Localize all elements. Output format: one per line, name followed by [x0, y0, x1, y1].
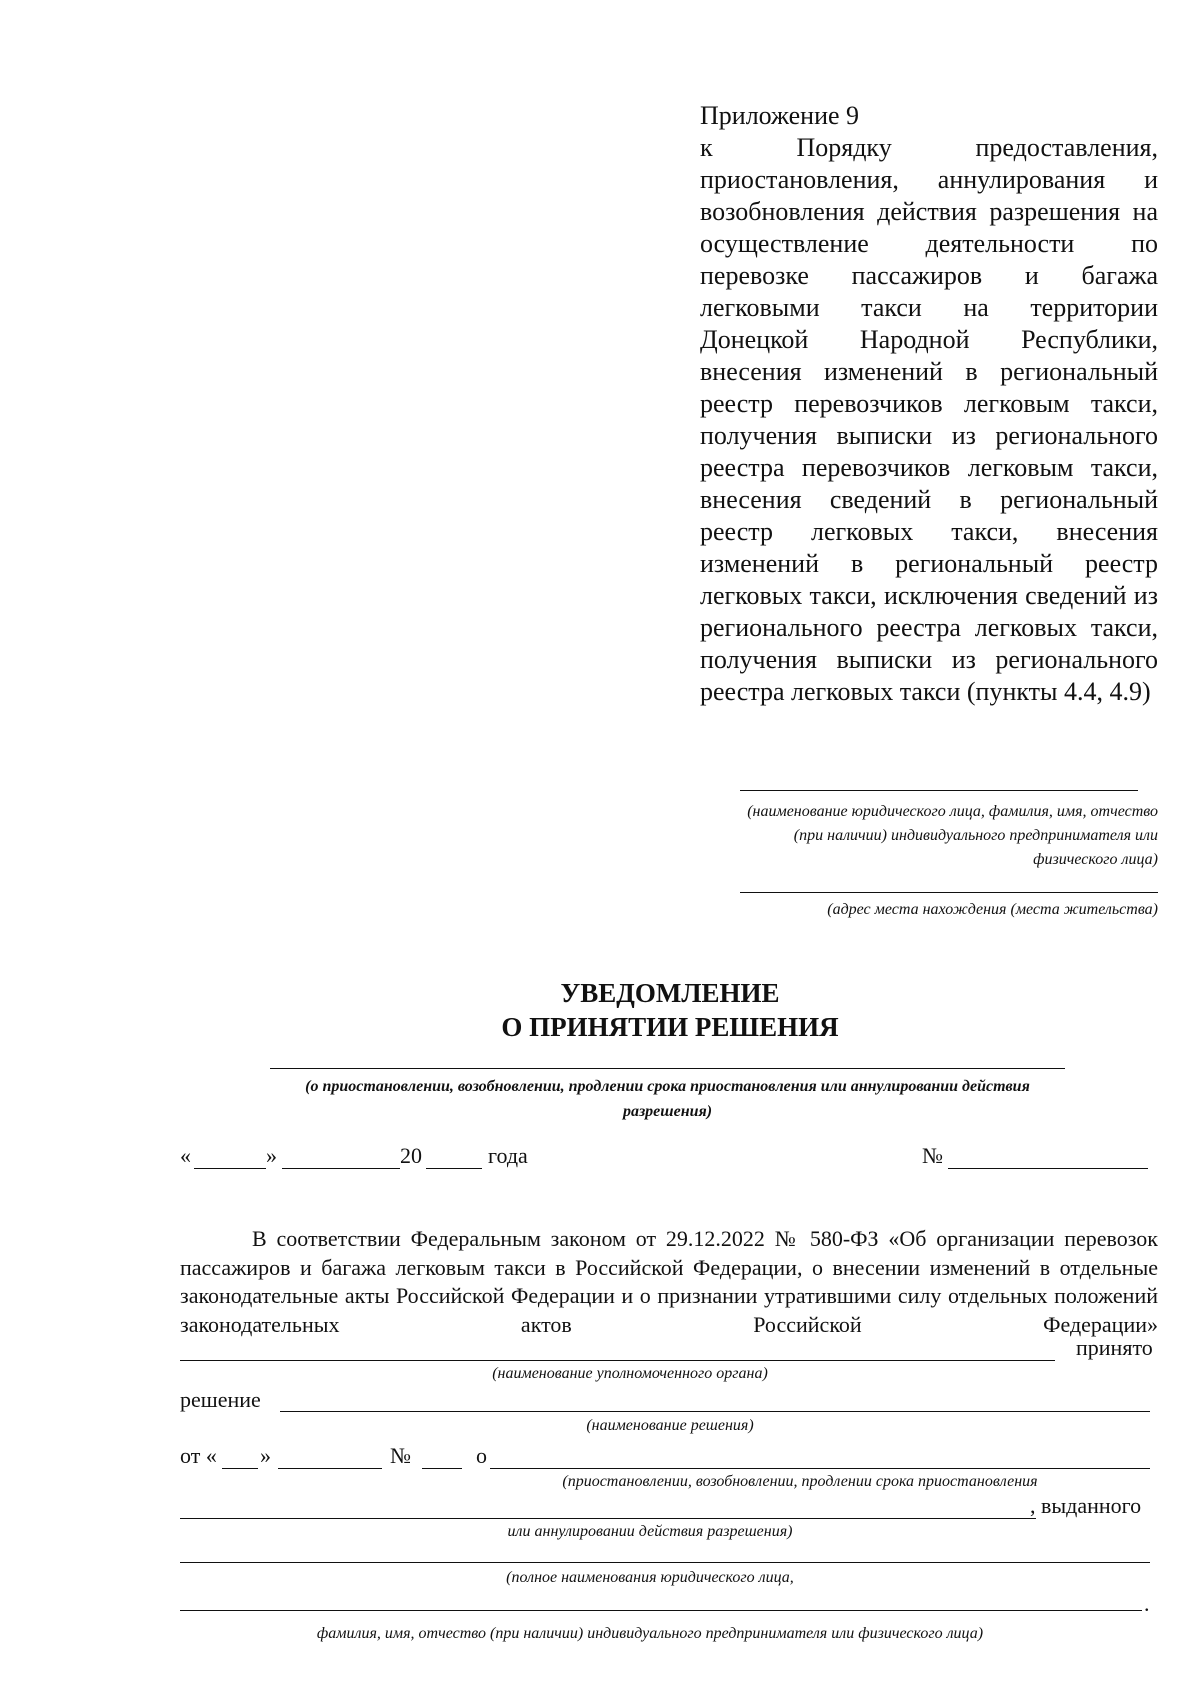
notice-number-sign: № [922, 1143, 943, 1168]
decision-caption: (наименование решения) [586, 1417, 754, 1434]
date-year-suffix: года [488, 1143, 528, 1168]
entity-caption-2: фамилия, имя, отчество (при наличии) индивидуального предпринимателя или физического лица) [316, 1625, 984, 1642]
decision-line[interactable] [280, 1411, 1150, 1412]
entity-line-1[interactable] [180, 1562, 1150, 1563]
entity-period: . [1144, 1591, 1150, 1616]
from-label: от « [180, 1443, 217, 1468]
action-continuation-line[interactable] [180, 1518, 1036, 1519]
issued-text: , выданного [1030, 1493, 1142, 1518]
subtitle-caption: (о приостановлении, возобновлении, продлении срока приостановления или аннулировании действия разрешения) [305, 1078, 1030, 1120]
legal-basis-paragraph: В соответствии Федеральным законом от 29.12.2022 № 580-ФЗ «Об организации перевозок пассажиров и багажа легковым такси в Российской Федерации, о внесении изменений в отдельные законодательные акты Российской Федерации и о признании утратившими силу отдельных положений законодательных актов Российской Федерации» [180, 1226, 1158, 1337]
from-quote-close: » [260, 1443, 271, 1468]
date-year-prefix: 20 [400, 1143, 422, 1168]
appendix-title: Приложение 9 [700, 101, 860, 130]
date-close-quote: » [266, 1143, 277, 1168]
authority-line[interactable] [180, 1360, 1055, 1361]
subtitle-line[interactable] [270, 1068, 1065, 1069]
entity-caption-1: (полное наименования юридического лица, [506, 1569, 794, 1586]
decision-number-line[interactable] [422, 1468, 462, 1469]
about-text: о [476, 1443, 487, 1468]
action-caption-2: или аннулировании действия разрешения) [507, 1523, 793, 1540]
addressee-name-line[interactable] [740, 790, 1138, 791]
date-day-line[interactable] [194, 1168, 266, 1169]
date-month-line[interactable] [282, 1168, 400, 1169]
document-title-line1: УВЕДОМЛЕНИЕ [560, 978, 780, 1008]
addressee-address-line[interactable] [740, 892, 1158, 893]
accepted-text: принято [1076, 1335, 1153, 1360]
decision-date-line[interactable] [278, 1468, 382, 1469]
date-open-quote: « [180, 1143, 191, 1168]
appendix-header [700, 100, 1158, 708]
decision-label: решение [180, 1387, 261, 1412]
notice-number-line[interactable] [948, 1168, 1148, 1169]
addressee-name-caption: (наименование юридического лица, фамилия, имя, отчество (при наличии) индивидуального предпринимателя или физического лица) [747, 803, 1158, 868]
decision-day-line[interactable] [222, 1468, 258, 1469]
action-caption-1: (приостановлении, возобновлении, продлении срока приостановления [562, 1473, 1038, 1490]
decision-number-sign: № [390, 1443, 411, 1468]
entity-line-2[interactable] [180, 1610, 1142, 1611]
authority-caption: (наименование уполномоченного органа) [492, 1365, 768, 1382]
action-line[interactable] [490, 1468, 1150, 1469]
date-year-line[interactable] [426, 1168, 482, 1169]
document-title-line2: О ПРИНЯТИИ РЕШЕНИЯ [501, 1012, 839, 1042]
addressee-address-caption: (адрес места нахождения (места жительства) [827, 901, 1158, 918]
appendix-reference: к Порядку предоставления, приостановления, аннулирования и возобновления действия разрешения на осуществление деятельности по перевозке пассажиров и багажа легковыми такси на территории Донецкой Народной Республики, внесения изменений в региональный реестр перевозчиков легковым такси, получения выписки из регионального реестра перевозчиков легковым такси, внесения сведений в региональный реестр легковых такси, внесения изменений в региональный реестр легковых такси, исключения сведений из регионального реестра легковых такси, получения выписки из регионального реестра легковых такси (пункты 4.4, 4.9) [700, 133, 1158, 706]
